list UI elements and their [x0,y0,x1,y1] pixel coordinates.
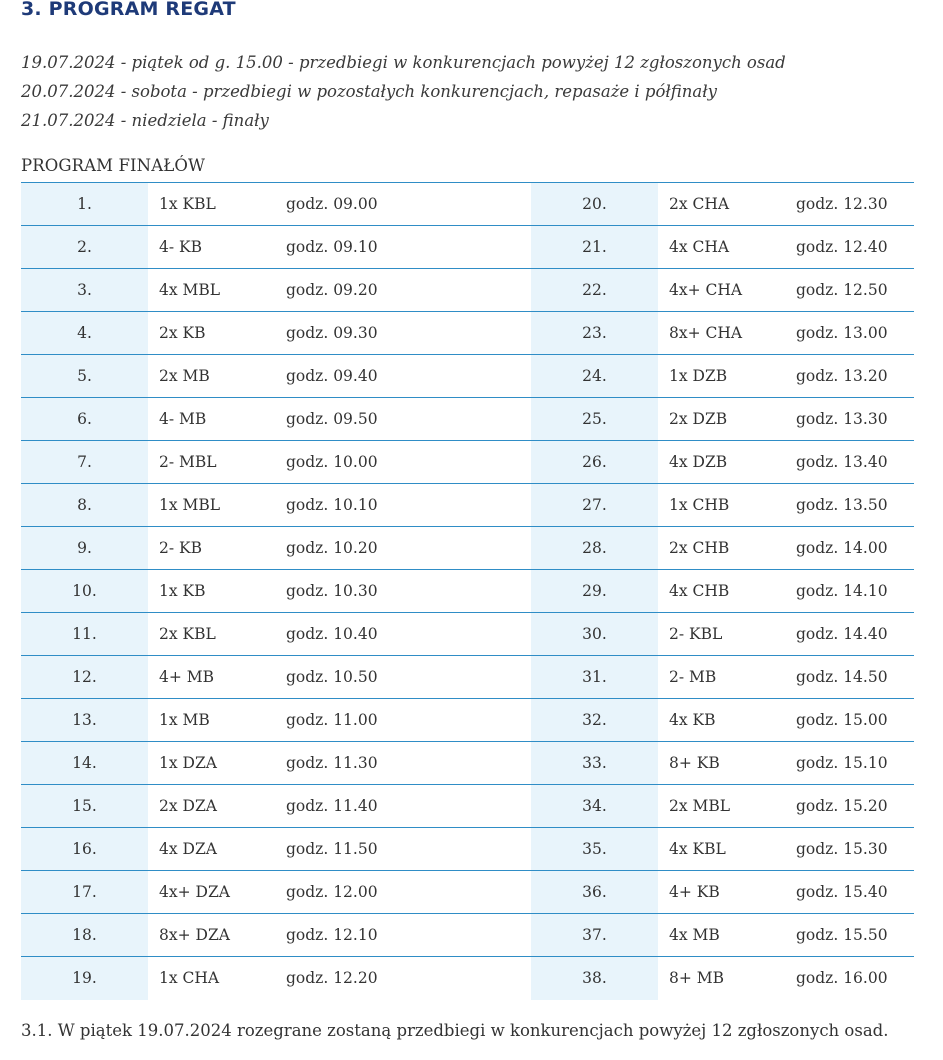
race-number: 5. [21,355,148,398]
finals-table-body [21,183,914,1000]
table-row [21,226,914,269]
race-number: 25. [531,398,658,441]
race-number: 4. [21,312,148,355]
race-category: 2x DZB [658,398,785,441]
race-category: 1x CHB [658,484,785,527]
race-time: godz. 14.00 [785,527,914,570]
race-time: godz. 10.50 [275,656,531,699]
race-number: 19. [21,957,148,1000]
race-number: 24. [531,355,658,398]
table-row [21,914,914,957]
schedule-line-friday: 19.07.2024 - piątek od g. 15.00 - przedbiegi w konkurencjach powyżej 12 zgłoszonych osad [21,53,786,72]
race-time: godz. 13.00 [785,312,914,355]
race-category: 1x DZA [148,742,275,785]
race-number: 11. [21,613,148,656]
finals-program-title: PROGRAM FINAŁÓW [21,156,206,175]
race-number: 15. [21,785,148,828]
table-row [21,785,914,828]
race-time: godz. 15.50 [785,914,914,957]
race-category: 4x CHB [658,570,785,613]
table-row [21,527,914,570]
race-category: 2- MBL [148,441,275,484]
race-category: 4x+ DZA [148,871,275,914]
race-time: godz. 12.40 [785,226,914,269]
table-row [21,742,914,785]
footnote: 3.1. W piątek 19.07.2024 rozegrane zostaną przedbiegi w konkurencjach powyżej 12 zgłoszonych osad. [21,1021,889,1040]
race-time: godz. 13.40 [785,441,914,484]
race-category: 4+ MB [148,656,275,699]
race-number: 16. [21,828,148,871]
table-row [21,398,914,441]
race-category: 2x CHA [658,183,785,226]
race-time: godz. 14.40 [785,613,914,656]
race-time: godz. 15.10 [785,742,914,785]
race-number: 13. [21,699,148,742]
race-number: 26. [531,441,658,484]
race-number: 33. [531,742,658,785]
regatta-schedule [21,48,786,135]
race-category: 1x CHA [148,957,275,1000]
race-time: godz. 12.20 [275,957,531,1000]
table-row [21,441,914,484]
race-number: 38. [531,957,658,1000]
race-time: godz. 11.30 [275,742,531,785]
race-category: 4- KB [148,226,275,269]
race-category: 2x DZA [148,785,275,828]
table-row [21,656,914,699]
race-number: 29. [531,570,658,613]
race-number: 36. [531,871,658,914]
race-time: godz. 12.30 [785,183,914,226]
race-number: 21. [531,226,658,269]
table-row [21,484,914,527]
race-time: godz. 15.30 [785,828,914,871]
schedule-line-sunday: 21.07.2024 - niedziela - finały [21,111,269,130]
table-row [21,871,914,914]
race-time: godz. 10.20 [275,527,531,570]
race-time: godz. 13.30 [785,398,914,441]
race-category: 4x DZA [148,828,275,871]
race-category: 1x KBL [148,183,275,226]
race-number: 28. [531,527,658,570]
race-category: 2- MB [658,656,785,699]
race-time: godz. 16.00 [785,957,914,1000]
race-number: 20. [531,183,658,226]
table-row [21,269,914,312]
race-number: 3. [21,269,148,312]
race-category: 2x CHB [658,527,785,570]
race-number: 6. [21,398,148,441]
race-time: godz. 12.10 [275,914,531,957]
race-time: godz. 13.50 [785,484,914,527]
race-category: 4- MB [148,398,275,441]
race-number: 7. [21,441,148,484]
race-category: 4x MB [658,914,785,957]
race-category: 8x+ CHA [658,312,785,355]
race-number: 37. [531,914,658,957]
race-category: 1x KB [148,570,275,613]
race-category: 8x+ DZA [148,914,275,957]
race-number: 34. [531,785,658,828]
race-number: 32. [531,699,658,742]
schedule-line-saturday: 20.07.2024 - sobota - przedbiegi w pozostałych konkurencjach, repasaże i półfinały [21,82,717,101]
race-number: 10. [21,570,148,613]
race-time: godz. 12.00 [275,871,531,914]
race-number: 27. [531,484,658,527]
race-category: 4x+ CHA [658,269,785,312]
race-time: godz. 14.10 [785,570,914,613]
race-category: 2x MBL [658,785,785,828]
race-category: 4x DZB [658,441,785,484]
race-category: 1x DZB [658,355,785,398]
table-row [21,957,914,1000]
race-number: 22. [531,269,658,312]
table-row [21,312,914,355]
race-number: 14. [21,742,148,785]
race-category: 2x MB [148,355,275,398]
race-time: godz. 11.50 [275,828,531,871]
race-category: 4x CHA [658,226,785,269]
race-time: godz. 15.20 [785,785,914,828]
race-number: 35. [531,828,658,871]
race-time: godz. 10.10 [275,484,531,527]
race-time: godz. 09.40 [275,355,531,398]
race-category: 4+ KB [658,871,785,914]
race-time: godz. 10.30 [275,570,531,613]
section-heading: 3. PROGRAM REGAT [21,0,236,20]
race-number: 12. [21,656,148,699]
race-time: godz. 10.40 [275,613,531,656]
race-time: godz. 09.30 [275,312,531,355]
race-time: godz. 12.50 [785,269,914,312]
race-category: 4x MBL [148,269,275,312]
race-time: godz. 14.50 [785,656,914,699]
race-category: 2x KBL [148,613,275,656]
race-time: godz. 15.40 [785,871,914,914]
race-category: 8+ KB [658,742,785,785]
race-category: 8+ MB [658,957,785,1000]
table-row [21,570,914,613]
race-number: 23. [531,312,658,355]
race-time: godz. 13.20 [785,355,914,398]
race-number: 1. [21,183,148,226]
race-category: 4x KBL [658,828,785,871]
race-category: 2x KB [148,312,275,355]
race-number: 30. [531,613,658,656]
race-time: godz. 15.00 [785,699,914,742]
race-category: 1x MB [148,699,275,742]
race-time: godz. 09.50 [275,398,531,441]
race-time: godz. 09.10 [275,226,531,269]
race-time: godz. 11.00 [275,699,531,742]
race-category: 2- KB [148,527,275,570]
table-row [21,699,914,742]
race-number: 9. [21,527,148,570]
race-category: 1x MBL [148,484,275,527]
race-number: 2. [21,226,148,269]
race-time: godz. 09.00 [275,183,531,226]
table-row [21,828,914,871]
race-number: 8. [21,484,148,527]
finals-table [21,182,914,1000]
race-time: godz. 11.40 [275,785,531,828]
race-number: 31. [531,656,658,699]
race-category: 2- KBL [658,613,785,656]
table-row [21,613,914,656]
race-time: godz. 10.00 [275,441,531,484]
race-time: godz. 09.20 [275,269,531,312]
race-number: 18. [21,914,148,957]
race-number: 17. [21,871,148,914]
table-row [21,355,914,398]
table-row [21,183,914,226]
race-category: 4x KB [658,699,785,742]
